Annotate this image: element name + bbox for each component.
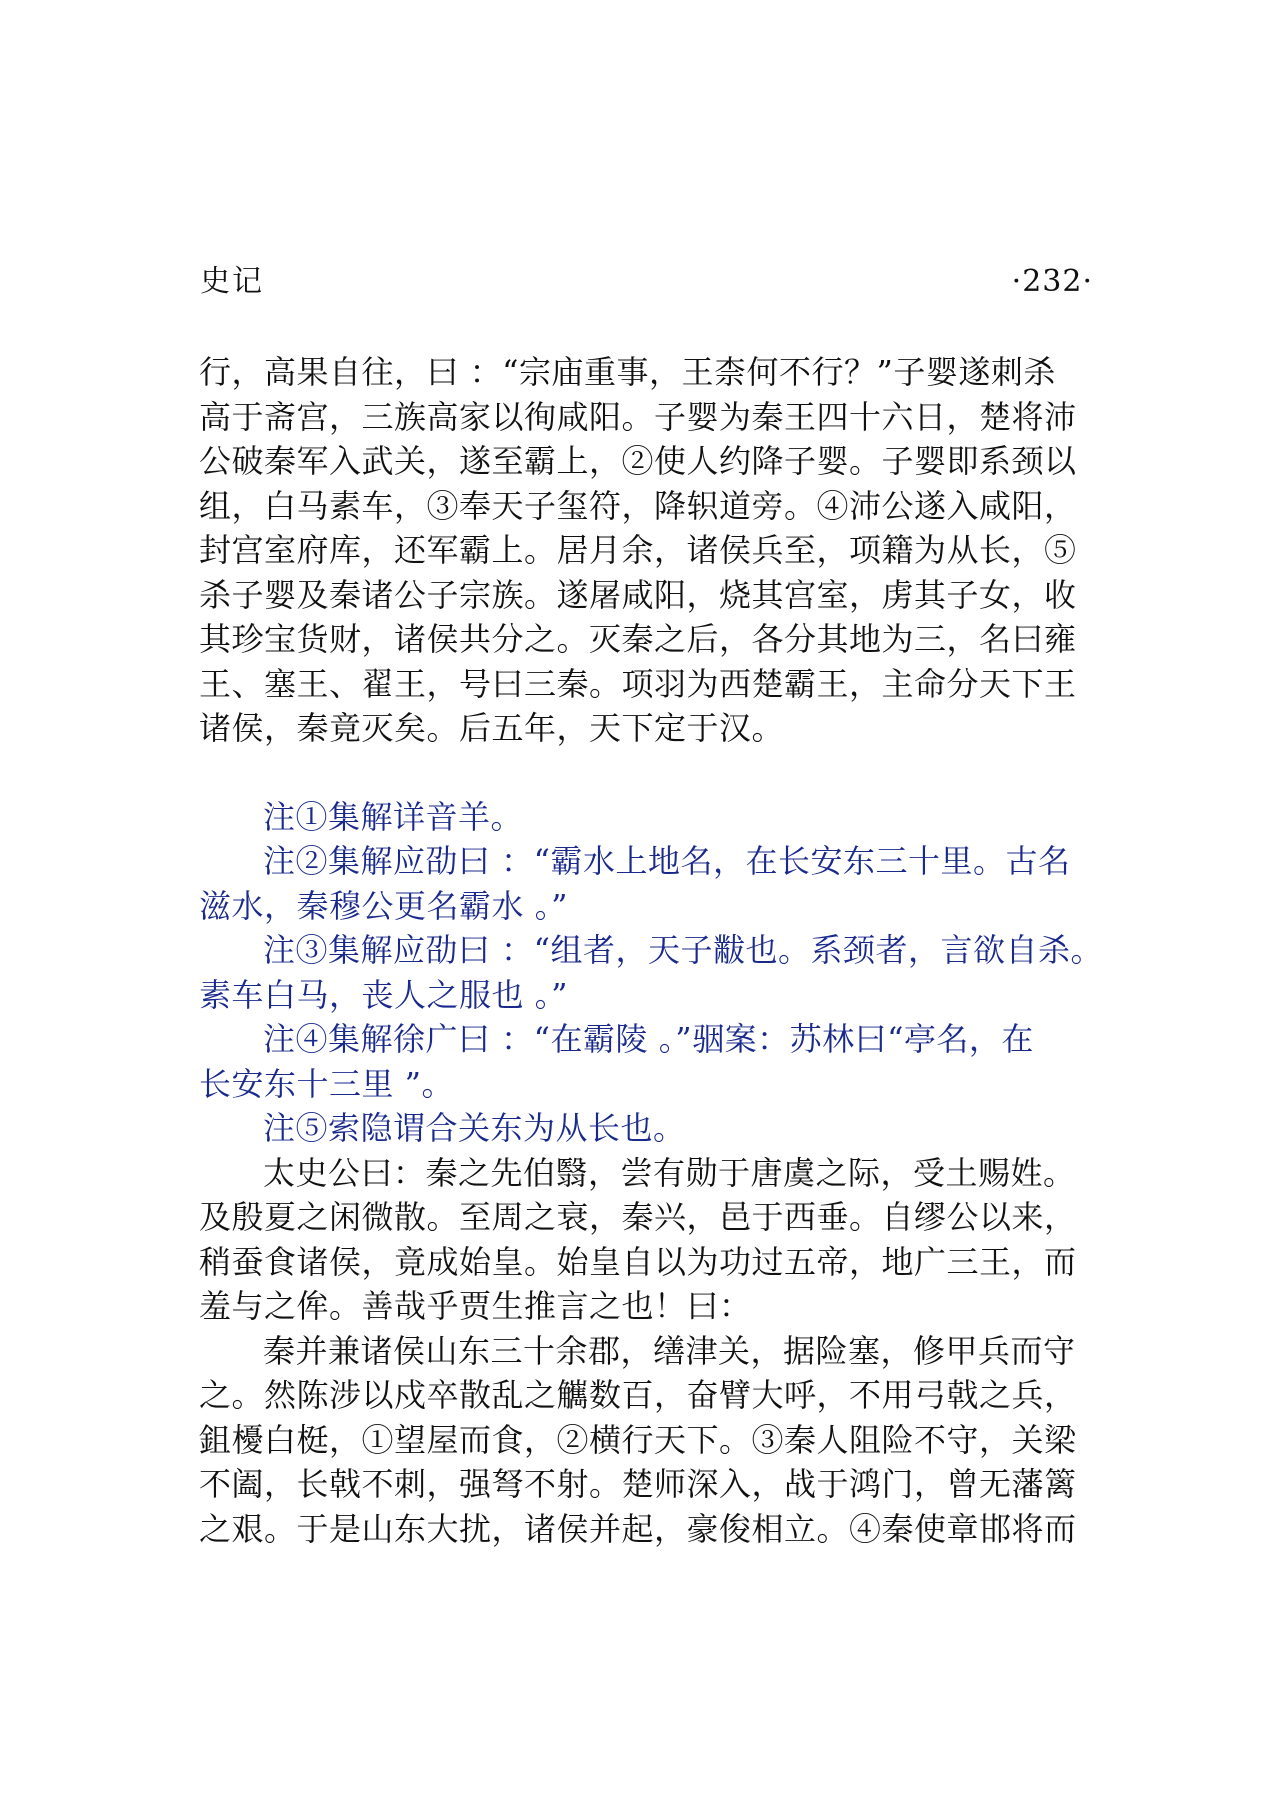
notes-section: [199, 795, 1104, 1151]
page-body: [199, 350, 1104, 1551]
essay-paragraph: [199, 1329, 1094, 1552]
note-line: 滋水，秦穆公更名霸水 。”: [199, 886, 569, 925]
note-5: [199, 1106, 1094, 1151]
text-line: 之艰。于是山东大扰，诸侯并起，豪俊相立。④秦使章邯将而: [199, 1509, 1077, 1548]
note-line: 注⑤索隐谓合关东为从长也。: [263, 1109, 686, 1147]
text-line: 杀子婴及秦诸公子宗族。遂屠咸阳，烧其宫室，虏其子女，收: [199, 575, 1077, 614]
note-3: [199, 928, 1104, 1017]
text-line: 组，白马素车，③奉天子玺符，降轵道旁。④沛公遂入咸阳，: [199, 486, 1077, 525]
text-line: 不阖，长戟不刺，强弩不射。楚师深入，战于鸿门，曾无藩篱: [199, 1465, 1077, 1503]
text-line: 太史公曰：秦之先伯翳，尝有勋于唐虞之际，受土赐姓。: [263, 1153, 1076, 1192]
note-1: [199, 795, 1094, 840]
note-line: 素车白马，丧人之服也 。”: [199, 975, 569, 1014]
text-line: 及殷夏之闲微散。至周之衰，秦兴，邑于西垂。自缪公以来，: [199, 1198, 1077, 1236]
note-line: 注①集解详音羊。: [263, 797, 524, 836]
note-4: [199, 1017, 1094, 1106]
note-line: 注④集解徐广曰 ：“在霸陵 。”骃案：苏林曰“亭名，在: [263, 1020, 1034, 1058]
page-number: ·232·: [1011, 264, 1093, 299]
note-line: 注②集解应劭曰 ：“霸水上地名，在长安东三十里。古名: [263, 842, 1071, 880]
text-line: 其珍宝货财，诸侯共分之。灭秦之后，各分其地为三，名曰雍: [199, 620, 1077, 658]
text-line: 稍蚕食诸侯，竟成始皇。始皇自以为功过五帝，地广三王，而: [199, 1242, 1077, 1281]
book-title: 史记: [200, 264, 264, 299]
commentary-paragraph: [199, 1151, 1094, 1329]
page-header: [200, 262, 1093, 302]
text-line: 封宫室府库，还军霸上。居月余，诸侯兵至，项籍为从长，⑤: [199, 531, 1077, 569]
text-line: 行，高果自往，曰 ：“宗庙重事，王柰何不行？”子婴遂刺杀: [199, 353, 1056, 391]
note-line: 长安东十三里 ”。: [199, 1064, 455, 1103]
text-line: 羞与之侔。善哉乎贾生推言之也！曰：: [199, 1287, 752, 1325]
main-paragraph: [199, 350, 1094, 751]
text-line: 王、塞王、翟王，号曰三秦。项羽为西楚霸王，主命分天下王: [199, 664, 1077, 703]
text-line: 高于斋宫，三族高家以徇咸阳。子婴为秦王四十六日，楚将沛: [199, 397, 1077, 436]
note-2: [199, 839, 1094, 928]
note-line: 注③集解应劭曰 ：“组者，天子黻也。系颈者，言欲自杀。: [263, 931, 1104, 969]
paragraph-gap: [199, 751, 1094, 795]
text-line: 秦并兼诸侯山东三十余郡，缮津关，据险塞，修甲兵而守: [263, 1331, 1076, 1370]
text-line: 诸侯，秦竟灭矣。后五年，天下定于汉。: [199, 709, 785, 747]
text-line: 之。然陈涉以戍卒散乱之觽数百，奋臂大呼，不用弓戟之兵，: [199, 1376, 1077, 1414]
text-line: 鉏櫌白梃，①望屋而食，②横行天下。③秦人阻险不守，关梁: [199, 1420, 1077, 1459]
text-line: 公破秦军入武关，遂至霸上，②使人约降子婴。子婴即系颈以: [199, 442, 1077, 480]
